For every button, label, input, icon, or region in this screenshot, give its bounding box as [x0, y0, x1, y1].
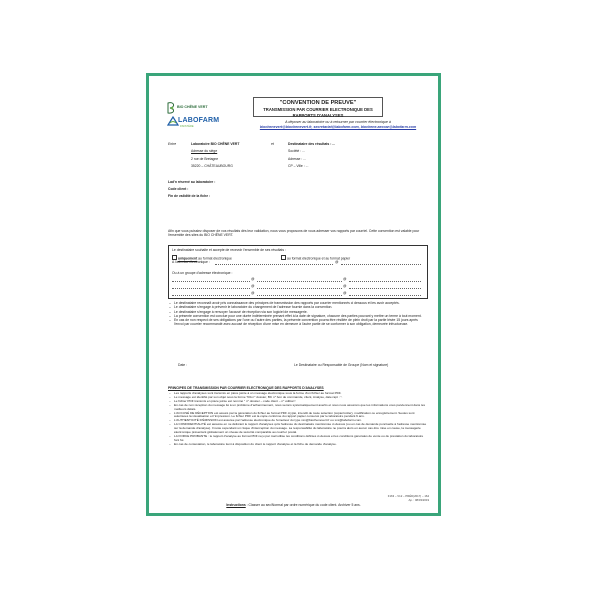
option1-underlined: uniquement — [178, 256, 198, 261]
instructions-label: Instructions — [226, 503, 246, 507]
at-sign-1a: @ — [251, 277, 255, 281]
principles-list — [168, 392, 428, 447]
document-title: "CONVENTION DE PREUVE" — [279, 99, 357, 106]
group-line-2b[interactable] — [257, 288, 342, 289]
lab-address-label: Adresse du siège — [191, 149, 218, 154]
cp-ville-field[interactable]: CP – Ville : ... — [288, 163, 309, 168]
intro-paragraph: Afin que vous puissiez disposer de vos résultats dès leur validation, nous vous proposons de vous adresser vos rapports par courriel. Cette convention est valable pour l'ensemble des sites du BIO CHÊNE VERT. — [168, 229, 420, 238]
return-emails[interactable]: biochenevert@biochenevert.fr, secretariat@labofarm.com, biochene.aecoar@labofarm.com — [259, 124, 417, 129]
lad-reserved-field: Lad'n réservé au laboratoire : — [168, 180, 216, 184]
principle-item: – Les rapports d'analyses sont transmis en pièce jointe à un message électronique sous la forme d'un fichier au format PDF. — [174, 392, 428, 396]
principle-item: – Le message est identifié par son objet sous la forme "RA n° dossier, BC n° bon de commande, client, Analyse, date rapt : ". — [174, 396, 428, 400]
logo-labo-sub: FINISTÈRE — [180, 124, 194, 128]
lab-party — [191, 142, 269, 168]
at-sign-3b: @ — [343, 291, 347, 295]
group-line-3a[interactable] — [172, 295, 250, 296]
principle-item: – L'AUTHENTICITÉ D'ÉMISSION est assurée par l'adresse électronique de l'émetteur du type xxx@biochenevert.fr ou xxx@labofarm.com. — [174, 419, 428, 423]
recipient-label: Destinataire des résultats : ... — [288, 142, 336, 146]
clause-item: – En cas de non respect de ses obligations par l'une ou l'autre des parties, la présente convention pourra être résiliée de plein droit par la partie lésée 15 jours après l'envoi par courrier recommandé avec accusé de réception d'une mise en demeure à l'autre partie de se conformer à son obligation, demeurée infructueuse. — [174, 318, 428, 327]
reference-line-1: F163 – V12 – PRÉD(2017) – 164 — [387, 494, 429, 498]
at-sign-2b: @ — [343, 284, 347, 288]
address-label: A l'adresse électronique : — [172, 260, 210, 264]
lab-street: 2 rue de Bretagne — [191, 156, 219, 161]
clause-item: – Le destinataire s'engage à prévenir le laboratoire du changement de l'adresse fournie dans la convention. — [174, 305, 428, 309]
principle-item: – L'ACCUSÉ DE RÉCEPTION est assuré par la génération du fichier au format PDF crypté, intendit de toute sélection (copier/coller), modification ou enregistrement. Seules sont autorisées la visualisation et l'impression. Le fichier PDF est la copie conforme du rapport papier conservé par le laboratoire pendant 6 ans. — [174, 412, 428, 420]
societe-field[interactable]: Société : ... — [288, 149, 305, 154]
logo-labo-text: LABOFARM — [178, 117, 220, 124]
document-frame — [146, 73, 441, 516]
address-line-1b[interactable] — [341, 264, 421, 265]
group-line-2a[interactable] — [172, 288, 250, 289]
group-line-1b[interactable] — [257, 281, 342, 282]
lab-info — [168, 180, 318, 198]
labofarm-logo — [166, 115, 220, 131]
fin-validite-field: Fin de validité de la fiche : — [168, 193, 211, 198]
option1-rest: au format électronique — [197, 256, 232, 261]
title-box — [253, 97, 383, 117]
consent-box — [168, 245, 428, 299]
et-label: et — [271, 142, 274, 146]
logo-bio-text: BIO CHÊNE VERT — [177, 105, 208, 109]
group-line-3b[interactable] — [257, 295, 342, 296]
document-page — [152, 79, 435, 510]
group-line-1a[interactable] — [172, 281, 250, 282]
clause-item: – Le destinataire reconnaît avoir pris connaissance des principes de transmission des rapports par courrier mentionnés ci dessous et les avoir acceptés. — [174, 301, 428, 305]
return-instructions — [249, 120, 427, 129]
principle-item: – En cas de non réception du message lié à un problème d'acheminement, nous serons systématiquement avertis et nous nous assurons que les informations vous parviennent dans les meilleurs délais. — [174, 404, 428, 412]
at-sign: @ — [335, 260, 339, 264]
clause-item: – La présente convention est conclue pour une durée indéterminée prenant effet à la date de signature, chacune des parties pouvant y mettre un terme à tout moment. — [174, 314, 428, 318]
group-label: Ou à un groupe d'adresse électronique : — [172, 271, 233, 275]
archive-instructions — [152, 503, 435, 507]
group-line-2c[interactable] — [349, 288, 421, 289]
at-sign-2a: @ — [251, 284, 255, 288]
group-line-3c[interactable] — [349, 295, 421, 296]
option2-label: au format électronique et au format papier — [287, 256, 351, 261]
clause-item: – Le destinataire s'engage à renvoyer l'accusé de réception via son logiciel de messagerie. — [174, 310, 428, 314]
at-sign-3a: @ — [251, 291, 255, 295]
date-label[interactable]: Date : — [178, 363, 188, 367]
principle-item: – LA CONFIDENTIALITÉ est assurée en ne délivrant le rapport d'analyses qu'à l'adresse du destinataire mentionnée ci-dessus (ou en cas de demande ponctuelle à l'adresse mentionnée sur la demande d'analyse). Il reste cependant un risque d'interception du message. La responsabilité du laboratoire ne pourra alors en aucun cas être mise en cause, la messagerie électronique présentant globalement un niveau de sécurité comparable au courrier postal. — [174, 423, 428, 435]
lab-city: 35220 – CHÂTEAUBOURG — [191, 163, 233, 168]
bio-chene-vert-logo — [166, 101, 206, 115]
consent-heading: Le destinataire souhaite et accepte de recevoir l'ensemble de ses résultats : — [172, 248, 286, 252]
checkbox-electronic-and-paper[interactable] — [281, 255, 286, 260]
instructions-text: : Classer au sec/Normal par ordre numérique du code client. Archiver 5 ans. — [245, 503, 361, 507]
entre-label: Entre — [168, 142, 177, 146]
code-client-field: Code client : — [168, 186, 189, 191]
document-subtitle: TRANSMISSION PAR COURRIER ELECTRONIQUE DES RAPPORTS D'ANALYSES — [263, 106, 373, 118]
principle-item: – En cas de contestation, le laboratoire tient à disposition du client le rapport d'analyse et la fiche de demande d'analyse. — [174, 443, 428, 447]
group-line-1c[interactable] — [349, 281, 421, 282]
signer-label[interactable]: Le Destinataire ou Responsable de Groupe (Nom et signature) — [294, 363, 389, 367]
return-instruction-text: A déposer au laboratoire ou à retourner par courrier électronique à — [285, 120, 391, 124]
adresse-field[interactable]: Adresse : ... — [288, 156, 307, 161]
option-electronic-and-paper[interactable] — [281, 255, 350, 261]
reference-line-2: Ap. : 08/03/2019 — [408, 497, 429, 502]
principles-heading: PRINCIPES DE TRANSMISSION PAR COURRIER ELECTRONIQUE DES RAPPORTS D'ANALYSES — [168, 386, 324, 390]
clauses-list — [168, 301, 428, 327]
principle-item: – LA FORCE PROBANTE : le rapport d'analyse au format PDF reçu par mail utilise les conditions définies ci-dessus et les conditions générales de vente ou de prestation du laboratoire font foi. — [174, 435, 428, 443]
at-sign-1b: @ — [343, 277, 347, 281]
document-reference — [388, 495, 429, 502]
recipient-party — [288, 142, 418, 168]
address-line-1[interactable] — [215, 264, 333, 265]
lab-name: Laboratoire BIO CHÊNE VERT — [191, 142, 240, 146]
principle-item: – Le fichier PDF transmis en pièce jointe est nommé " n° dossier – code client – n° édition". — [174, 400, 428, 404]
